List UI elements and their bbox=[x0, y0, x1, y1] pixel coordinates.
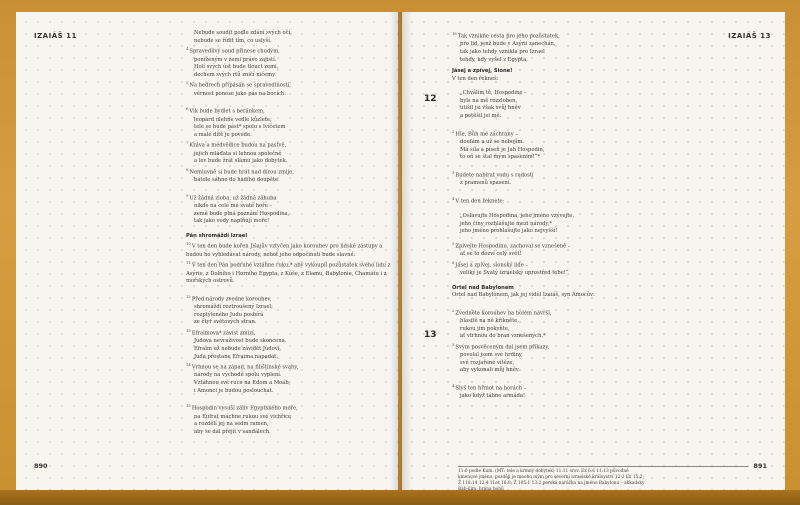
verse-number: 10 bbox=[186, 241, 191, 247]
verse-number: 2 bbox=[452, 128, 455, 134]
verse-line bbox=[452, 113, 752, 121]
verse-text: rozptýleného Judu posbírá bbox=[194, 311, 264, 318]
verse-text: „Oslavujte Hospodina, jeho jméno vzývejte, bbox=[460, 213, 575, 220]
verse-line bbox=[186, 57, 391, 65]
verse-text: tele se bude pást* spolu s lvíčetem bbox=[194, 124, 286, 131]
footnote-line: 11:6 podle Kum. (MT: tele a krmný dobytek) 11:11 srov. Ex 6:6 11:13 původně bbox=[458, 469, 629, 474]
verse-line bbox=[452, 333, 752, 341]
verse-number: 6 bbox=[186, 106, 189, 112]
verse-text: Jásej a zpívej, sionský lide – bbox=[455, 262, 529, 269]
verse-text: na Eufrat máchne rukou své vichřice bbox=[194, 413, 292, 420]
verse-line bbox=[186, 304, 391, 312]
book-gutter bbox=[390, 12, 412, 490]
verse-line bbox=[186, 346, 391, 354]
verse-text: Na bedrech připásán se spravedlností, bbox=[189, 83, 291, 90]
verse-line bbox=[186, 421, 391, 429]
verse-line bbox=[452, 180, 752, 188]
verse-text: Už žádná zloba, už žádná záhuba bbox=[189, 195, 277, 202]
prose-paragraph bbox=[186, 240, 391, 259]
verse-text: a potěšil jsi mě. bbox=[460, 113, 502, 120]
verse-group bbox=[186, 105, 391, 185]
verse-line bbox=[452, 367, 752, 375]
verse-text: Zvedněte korouhev na holém návrší, bbox=[455, 310, 552, 317]
verse-text: země bude plná poznání Hospodina, bbox=[194, 210, 290, 217]
verse-text: tehdy, kdy vyšel z Egypta. bbox=[460, 56, 528, 63]
verse-line bbox=[452, 169, 752, 180]
verse-group bbox=[452, 30, 752, 64]
verse-line bbox=[186, 166, 391, 177]
footnote-line: kmenové jméno, později je mnoho mým pro severní izraelské království 12:2 Ex 15:2; bbox=[458, 475, 644, 480]
verse-line bbox=[452, 352, 752, 360]
verse-line bbox=[452, 307, 752, 318]
verse-text: Tak vznikne cesta pro jeho pozůstatek, bbox=[457, 33, 560, 40]
verse-line bbox=[186, 361, 391, 372]
verse-line bbox=[186, 380, 391, 388]
verse-line bbox=[452, 393, 752, 401]
verse-line bbox=[186, 293, 391, 304]
verse-text: své rozjařené vítěze, bbox=[460, 359, 515, 366]
verse-text: povolal jsem své hrdiny, bbox=[460, 352, 523, 359]
verse-text: V ten den Pán podruhé vztáhne ruku,* aby vykoupil pozůstatek svého lidu z Asýrie, z Dolního i Horního Egypta, z Kúše, z Elamu, Babylonie, Chamátu i z mořských ostrovů. bbox=[186, 263, 391, 285]
running-head-left: IZAIÁŠ 11 bbox=[34, 32, 77, 40]
verse-line bbox=[186, 139, 391, 150]
verse-line bbox=[186, 30, 391, 38]
verse-group bbox=[186, 293, 391, 395]
verse-text: Efraimova* závist zmizí, bbox=[191, 330, 256, 337]
left-text-column bbox=[186, 30, 391, 436]
verse-text: Vztáhnou své ruce na Edom a Moáb, bbox=[194, 380, 291, 387]
prose-block bbox=[186, 240, 391, 285]
verse-text: batole sáhne do hadího doupěte. bbox=[194, 177, 280, 184]
section-heading: Ortel nad Babylonem bbox=[452, 284, 514, 291]
verse-number: 16 bbox=[452, 31, 457, 36]
verse-text: a malé dítě je povede. bbox=[194, 131, 252, 138]
verse-line bbox=[186, 105, 391, 116]
verse-line bbox=[186, 177, 391, 185]
verse-text: Nemluvně si bude hrát nad dírou zmije, bbox=[189, 169, 294, 176]
verse-text: Spravedlivý soud přinese chudým, bbox=[189, 48, 280, 55]
verse-group bbox=[452, 128, 752, 162]
prose-paragraph bbox=[186, 259, 391, 286]
verse-line bbox=[186, 338, 391, 346]
footnotes bbox=[458, 466, 748, 490]
verse-line bbox=[186, 38, 391, 46]
verse-text: doufám a už se nebojím. bbox=[460, 139, 524, 145]
verse-group bbox=[452, 382, 752, 401]
verse-text: Slyš ten hřmot na horách – bbox=[455, 385, 527, 392]
verse-text: i Amonci je budou poslouchat. bbox=[194, 387, 274, 394]
verse-line bbox=[186, 117, 391, 125]
verse-text: to on se stal mým spasením!“* bbox=[460, 154, 540, 161]
verse-text: Před národy zvedne korouhev, bbox=[191, 296, 272, 303]
verse-text: pro lid, jenž bude v Asýrii zanechán, bbox=[460, 41, 556, 48]
verse-number: 3 bbox=[452, 341, 455, 347]
verse-text: věrnost ponese jako pás na bocích. bbox=[194, 90, 286, 97]
verse-text: Judova nevraživost bude skoncena. bbox=[194, 338, 287, 345]
verse-number: 2 bbox=[452, 307, 455, 313]
verse-group bbox=[186, 192, 391, 226]
verse-text: dechem svých rtů zničí ničemy. bbox=[194, 71, 276, 78]
verse-text: Holí svých úst bude tlouct zemi, bbox=[194, 64, 279, 71]
verse-line bbox=[452, 382, 752, 393]
verse-text: V ten den bude kořen Jišajův vztyčen jako korouhev pro lidské zástupy a budou ho vyhledávat národy, neboť jeho odpočinutí bude slavné. bbox=[186, 244, 383, 258]
verse-text: Efraim už nebude závidět Judovi, bbox=[194, 345, 281, 352]
verse-group bbox=[452, 240, 752, 278]
verse-number: 15 bbox=[186, 403, 191, 409]
verse-number: 13 bbox=[186, 328, 191, 334]
verse-text: Zpívejte Hospodinu, zachoval se vznešeně – bbox=[455, 243, 571, 250]
verse-line bbox=[186, 402, 391, 413]
verse-text: poníženým v zemi právo zajistí. bbox=[194, 56, 277, 63]
verse-number: 9 bbox=[186, 192, 189, 198]
verse-number: 8 bbox=[186, 166, 189, 172]
verse-group bbox=[452, 90, 752, 120]
running-head-right: IZAIÁŠ 13 bbox=[728, 32, 771, 40]
verse-text: Nebude soudit podle zdání svých očí, bbox=[194, 30, 292, 36]
verse-text: Juda přestane Efraima napadat. bbox=[194, 353, 278, 360]
verse-text: ať vtrhnou do bran vznešených.* bbox=[460, 333, 546, 340]
verse-text: z pramenů spasení. bbox=[460, 180, 512, 187]
verse-line bbox=[452, 154, 752, 162]
verse-line bbox=[186, 354, 391, 362]
verse-text: nikde na celé mé svaté hoře – bbox=[194, 203, 273, 210]
verse-text: veliký je Svatý izraelský uprostřed tebe!“ bbox=[460, 270, 569, 277]
verse-text: ze čtyř světových stran. bbox=[194, 319, 257, 326]
verse-text: národy na východě spolu vyplení. bbox=[194, 372, 282, 379]
verse-text: jeho jméno prohlašujte jako nejvyšší! bbox=[460, 228, 558, 235]
chapter-intro: $^4$V ten den řeknete: bbox=[452, 195, 505, 205]
verse-text: Vlk bude bydlet s beránkem, bbox=[189, 108, 265, 115]
chapter-number-12: 12 bbox=[424, 94, 437, 104]
verse-line bbox=[452, 318, 752, 326]
verse-group bbox=[186, 402, 391, 436]
verse-group bbox=[186, 30, 391, 98]
verse-line bbox=[186, 124, 391, 132]
verse-text: jejich mláďata si lehnou společně bbox=[194, 150, 282, 157]
verse-text: jako když táhne armáda! bbox=[460, 393, 526, 400]
verse-line bbox=[186, 158, 391, 166]
verse-text: Vrhnou se na západ, na filištínské svahy, bbox=[191, 364, 299, 371]
verse-text: Svým posvěceným dal jsem příkazy, bbox=[455, 344, 550, 351]
verse-number: 7 bbox=[186, 140, 189, 146]
verse-line bbox=[186, 192, 391, 203]
chapter-intro: V ten den řekneš: bbox=[452, 75, 499, 82]
verse-line bbox=[186, 91, 391, 99]
verse-number: 5 bbox=[186, 80, 189, 86]
verse-text: Má síla a píseň je Jah Hospodin, bbox=[460, 146, 545, 153]
verse-group bbox=[452, 169, 752, 188]
verse-text: leopard ulehne vedle kůzlete; bbox=[194, 116, 272, 123]
verse-number: 4 bbox=[452, 383, 455, 389]
verse-line bbox=[452, 213, 752, 221]
page-number-left: 890 bbox=[34, 462, 48, 470]
verse-text: tak jako tehdy vznikla pro Izrael bbox=[460, 48, 545, 55]
verse-line bbox=[452, 139, 752, 147]
section-heading: Pán shromáždí Izrael bbox=[186, 232, 248, 239]
section-heading: Jásej a zpívej, Sione! bbox=[452, 68, 513, 75]
verse-text: hlasitě na ně křikněte, bbox=[460, 318, 520, 325]
verse-line bbox=[186, 132, 391, 140]
verse-text: Budete nabírat vodu s radostí bbox=[455, 172, 534, 179]
verse-line bbox=[452, 105, 752, 113]
chapter-intro: Ortel nad Babylonem, jak jej viděl Izaiáš, syn Amocův: bbox=[452, 292, 595, 299]
verse-line bbox=[452, 251, 752, 259]
verse-line bbox=[186, 319, 391, 327]
verse-text: shromáždí roztroušený Izrael; bbox=[194, 304, 273, 311]
verse-line bbox=[186, 388, 391, 396]
verse-text: aby se dal přejít v sandálech. bbox=[194, 428, 271, 435]
right-text-column bbox=[452, 30, 752, 490]
verse-line bbox=[452, 90, 752, 98]
verse-line bbox=[186, 64, 391, 72]
verse-line bbox=[186, 72, 391, 80]
verse-line bbox=[186, 429, 391, 437]
verse-line bbox=[452, 128, 752, 139]
verse-text: rukou jim pokyňte, bbox=[460, 325, 510, 332]
verse-line bbox=[186, 79, 391, 90]
book-edge bbox=[0, 490, 800, 505]
verse-line bbox=[452, 30, 752, 41]
verse-group bbox=[452, 307, 752, 375]
verse-text: „Chválím tě, Hospodine – bbox=[460, 90, 527, 97]
verse-number: 12 bbox=[186, 293, 191, 299]
verse-text: nebude se řídit tím, co uslyší. bbox=[194, 37, 272, 44]
verse-group bbox=[452, 213, 752, 236]
verse-number: 3 bbox=[452, 169, 455, 175]
right-page bbox=[402, 12, 785, 490]
verse-line bbox=[452, 341, 752, 352]
verse-line bbox=[186, 372, 391, 380]
left-page bbox=[16, 12, 398, 490]
chapter-number-13: 13 bbox=[424, 330, 437, 340]
verse-text: ať se to dozví celý svět! bbox=[460, 251, 522, 258]
footnote-line: Báb-ilim, brána bohů bbox=[458, 487, 504, 490]
verse-line bbox=[452, 49, 752, 57]
footnote-line: Ž 118:14 12:4 1Let 16:8; Ž 105:1 13:2 perská narážka na jméno Babylonu – akkadsky bbox=[458, 481, 645, 486]
verse-text: jeho činy rozhlašujte mezi národy,* bbox=[460, 220, 552, 227]
verse-text: utišil jsi však svůj hněv bbox=[460, 105, 521, 112]
verse-line bbox=[186, 203, 391, 211]
verse-number: 4 bbox=[186, 46, 189, 52]
verse-line bbox=[452, 270, 752, 278]
verse-line bbox=[452, 228, 752, 236]
verse-text: Hle, Bůh mé záchrany – bbox=[455, 131, 518, 138]
verse-line bbox=[452, 240, 752, 251]
verse-line bbox=[452, 259, 752, 270]
verse-line bbox=[452, 41, 752, 49]
verse-text: a lev bude žrát slámu jako dobytek. bbox=[194, 158, 288, 165]
verse-number: 5 bbox=[452, 240, 455, 246]
verse-line bbox=[186, 218, 391, 226]
verse-text: byls na mě rozzloben, bbox=[460, 97, 518, 104]
verse-text: Hospodin vysuší záliv Egyptského moře, bbox=[191, 405, 298, 412]
verse-number: 6 bbox=[452, 259, 455, 265]
verse-line bbox=[186, 45, 391, 56]
verse-text: a rozdělí jej na sedm ramen, bbox=[194, 421, 269, 428]
verse-number: 14 bbox=[186, 362, 191, 368]
verse-text: Kráva a medvědice budou na pastvě, bbox=[189, 143, 287, 150]
verse-line bbox=[186, 327, 391, 338]
verse-number: 11 bbox=[186, 260, 191, 266]
verse-text: aby vykonali můj hněv. bbox=[460, 367, 520, 374]
verse-text: tak jako vody naplňují moře! bbox=[194, 218, 270, 225]
page-number-right: 891 bbox=[753, 462, 767, 470]
verse-line bbox=[452, 57, 752, 65]
